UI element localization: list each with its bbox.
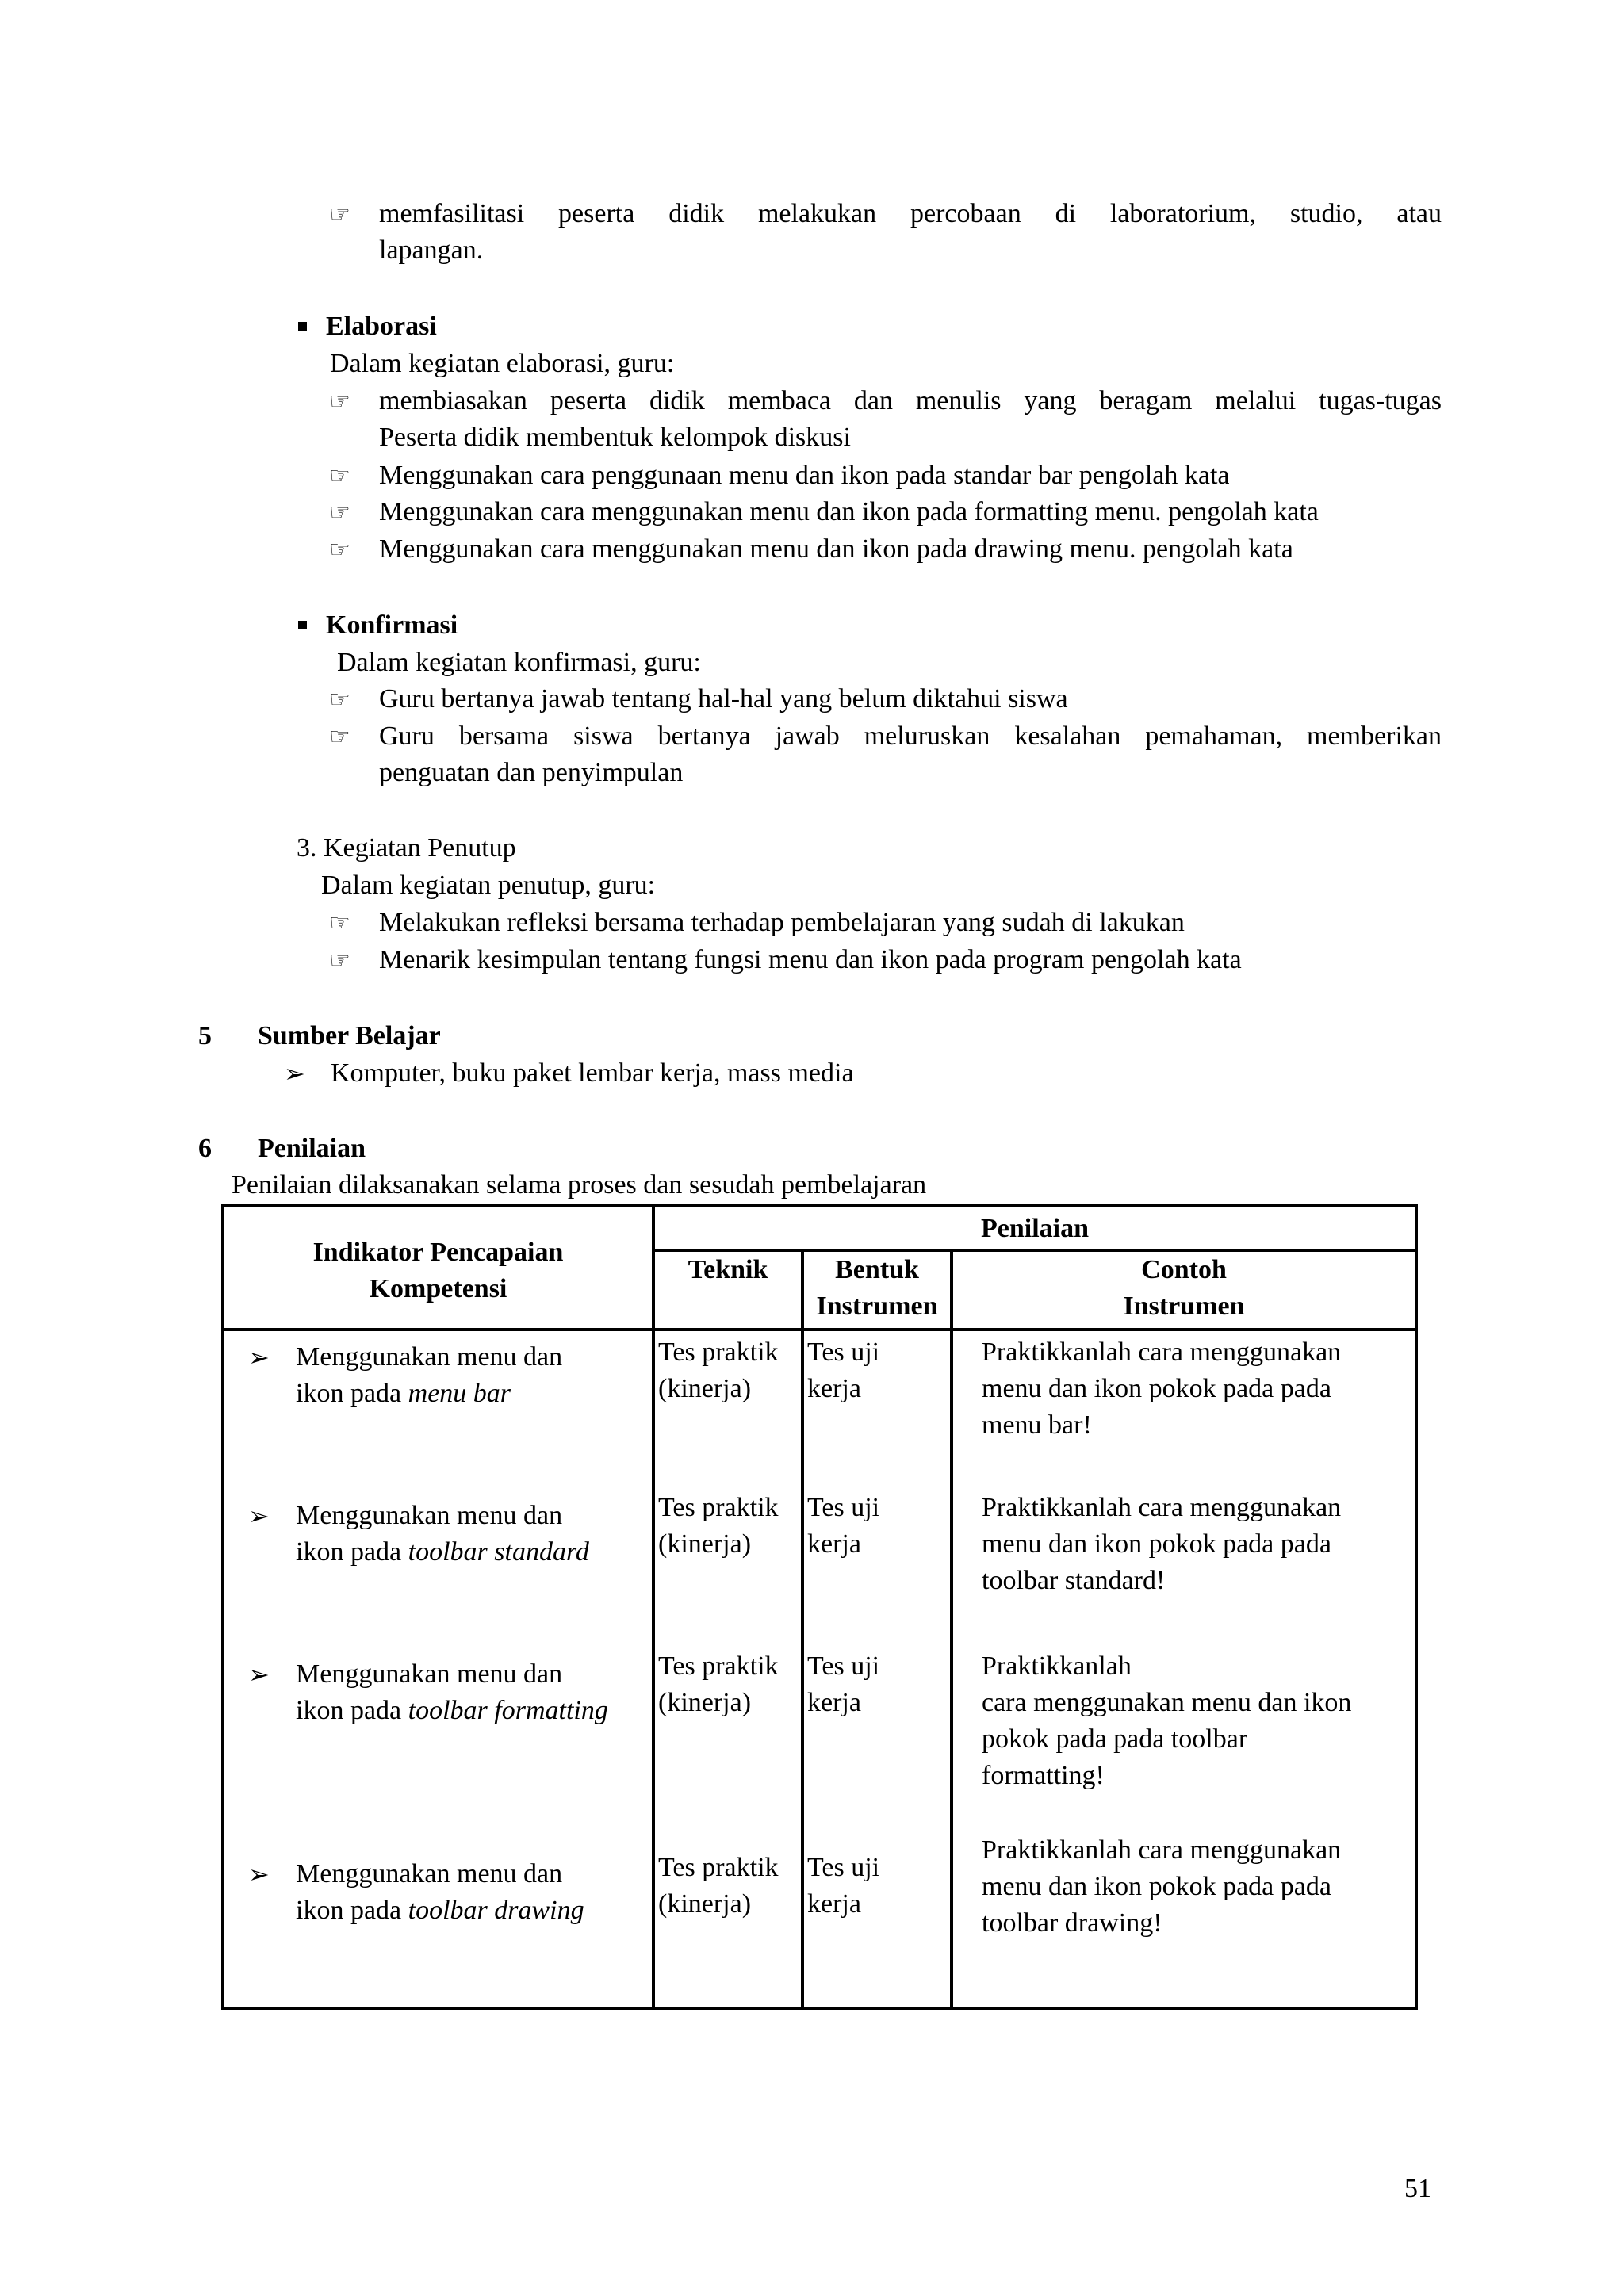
elaborasi-item1-line2: Peserta didik membentuk kelompok diskusi (379, 423, 851, 452)
teknik-cell: Tes praktik (kinerja) (653, 1648, 802, 1832)
bullet-hand-icon: ☞ (329, 388, 350, 415)
elaborasi-heading: Elaborasi (298, 308, 437, 345)
indikator-cell: ➢ Menggunakan menu dan ikon pada menu bar (223, 1330, 653, 1490)
contoh-cell: Praktikkanlah cara menggunakan menu dan ikon pokok pada pada toolbar standard! (952, 1490, 1416, 1648)
bullet-hand-icon: ☞ (329, 463, 350, 489)
table-row (223, 1648, 1416, 1832)
header-penilaian: Penilaian (653, 1206, 1416, 1250)
eksplorasi-item-line1: memfasilitasi peserta didik melakukan percobaan di laboratorium, studio, atau (379, 199, 1442, 228)
sumber-item: Komputer, buku paket lembar kerja, mass media (331, 1058, 854, 1088)
konfirmasi-item2-line1: Guru bersama siswa bertanya jawab meluruskan kesalahan pemahaman, memberikan (379, 721, 1442, 751)
table-row (223, 1330, 1416, 1490)
arrow-bullet-icon: ➢ (248, 1502, 270, 1530)
header-teknik: Teknik (653, 1250, 802, 1330)
arrow-bullet-icon: ➢ (248, 1860, 270, 1888)
bentuk-cell: Tes uji kerja (802, 1330, 952, 1490)
teknik-cell: Tes praktik (kinerja) (653, 1832, 802, 2008)
penutup-intro: Dalam kegiatan penutup, guru: (321, 871, 656, 900)
penutup-item1: Melakukan refleksi bersama terhadap pembelajaran yang sudah di lakukan (379, 908, 1185, 937)
elaborasi-item2: Menggunakan cara penggunaan menu dan ikon pada standar bar pengolah kata (379, 461, 1230, 490)
konfirmasi-heading: Konfirmasi (298, 607, 458, 644)
bentuk-cell: Tes uji kerja (802, 1490, 952, 1648)
square-bullet-icon (298, 621, 307, 629)
table-row (223, 1832, 1416, 2008)
indikator-cell: ➢ Menggunakan menu dan ikon pada toolbar drawing (223, 1832, 653, 2008)
penilaian-heading: Penilaian (258, 1134, 366, 1163)
elaborasi-item3: Menggunakan cara menggunakan menu dan ikon pada formatting menu. pengolah kata (379, 497, 1319, 526)
header-contoh: Contoh Instrumen (952, 1250, 1416, 1330)
konfirmasi-intro: Dalam kegiatan konfirmasi, guru: (337, 648, 701, 677)
penutup-item2: Menarik kesimpulan tentang fungsi menu dan ikon pada program pengolah kata (379, 945, 1242, 974)
table-row (223, 1490, 1416, 1648)
teknik-cell: Tes praktik (kinerja) (653, 1490, 802, 1648)
konfirmasi-item2-line2: penguatan dan penyimpulan (379, 758, 684, 787)
bentuk-cell: Tes uji kerja (802, 1648, 952, 1832)
header-bentuk: Bentuk Instrumen (802, 1250, 952, 1330)
bullet-hand-icon: ☞ (329, 910, 350, 936)
arrow-bullet-icon: ➢ (284, 1059, 305, 1088)
elaborasi-intro: Dalam kegiatan elaborasi, guru: (330, 349, 675, 378)
penilaian-table (221, 1204, 1418, 2010)
indikator-cell: ➢ Menggunakan menu dan ikon pada toolbar formatting (223, 1648, 653, 1832)
elaborasi-item4: Menggunakan cara menggunakan menu dan ikon pada drawing menu. pengolah kata (379, 534, 1293, 564)
indikator-cell: ➢ Menggunakan menu dan ikon pada toolbar standard (223, 1490, 653, 1648)
penilaian-intro: Penilaian dilaksanakan selama proses dan sesudah pembelajaran (232, 1170, 927, 1200)
bullet-hand-icon: ☞ (329, 201, 350, 228)
sumber-heading: Sumber Belajar (258, 1021, 441, 1050)
bentuk-cell: Tes uji kerja (802, 1832, 952, 2008)
contoh-cell: Praktikkanlah cara menggunakan menu dan ikon pokok pada pada toolbar drawing! (952, 1832, 1416, 2008)
penilaian-number: 6 (198, 1134, 212, 1163)
page-number: 51 (1404, 2174, 1431, 2203)
teknik-cell: Tes praktik (kinerja) (653, 1330, 802, 1490)
arrow-bullet-icon: ➢ (248, 1660, 270, 1689)
bullet-hand-icon: ☞ (329, 724, 350, 750)
bullet-hand-icon: ☞ (329, 537, 350, 563)
bullet-hand-icon: ☞ (329, 687, 350, 713)
bullet-hand-icon: ☞ (329, 947, 350, 974)
contoh-cell: Praktikkanlah cara menggunakan menu dan ikon pokok pada pada toolbar formatting! (952, 1648, 1416, 1832)
arrow-bullet-icon: ➢ (248, 1343, 270, 1372)
header-indikator: Indikator Pencapaian Kompetensi (223, 1206, 653, 1330)
contoh-cell: Praktikkanlah cara menggunakan menu dan ikon pokok pada pada menu bar! (952, 1330, 1416, 1490)
square-bullet-icon (298, 322, 307, 331)
konfirmasi-item1: Guru bertanya jawab tentang hal-hal yang belum diktahui siswa (379, 684, 1068, 714)
penutup-heading: 3. Kegiatan Penutup (297, 833, 516, 863)
eksplorasi-item-line2: lapangan. (379, 235, 484, 265)
sumber-number: 5 (198, 1021, 212, 1050)
bullet-hand-icon: ☞ (329, 499, 350, 526)
elaborasi-item1-line1: membiasakan peserta didik membaca dan menulis yang beragam melalui tugas-tugas (379, 386, 1442, 415)
